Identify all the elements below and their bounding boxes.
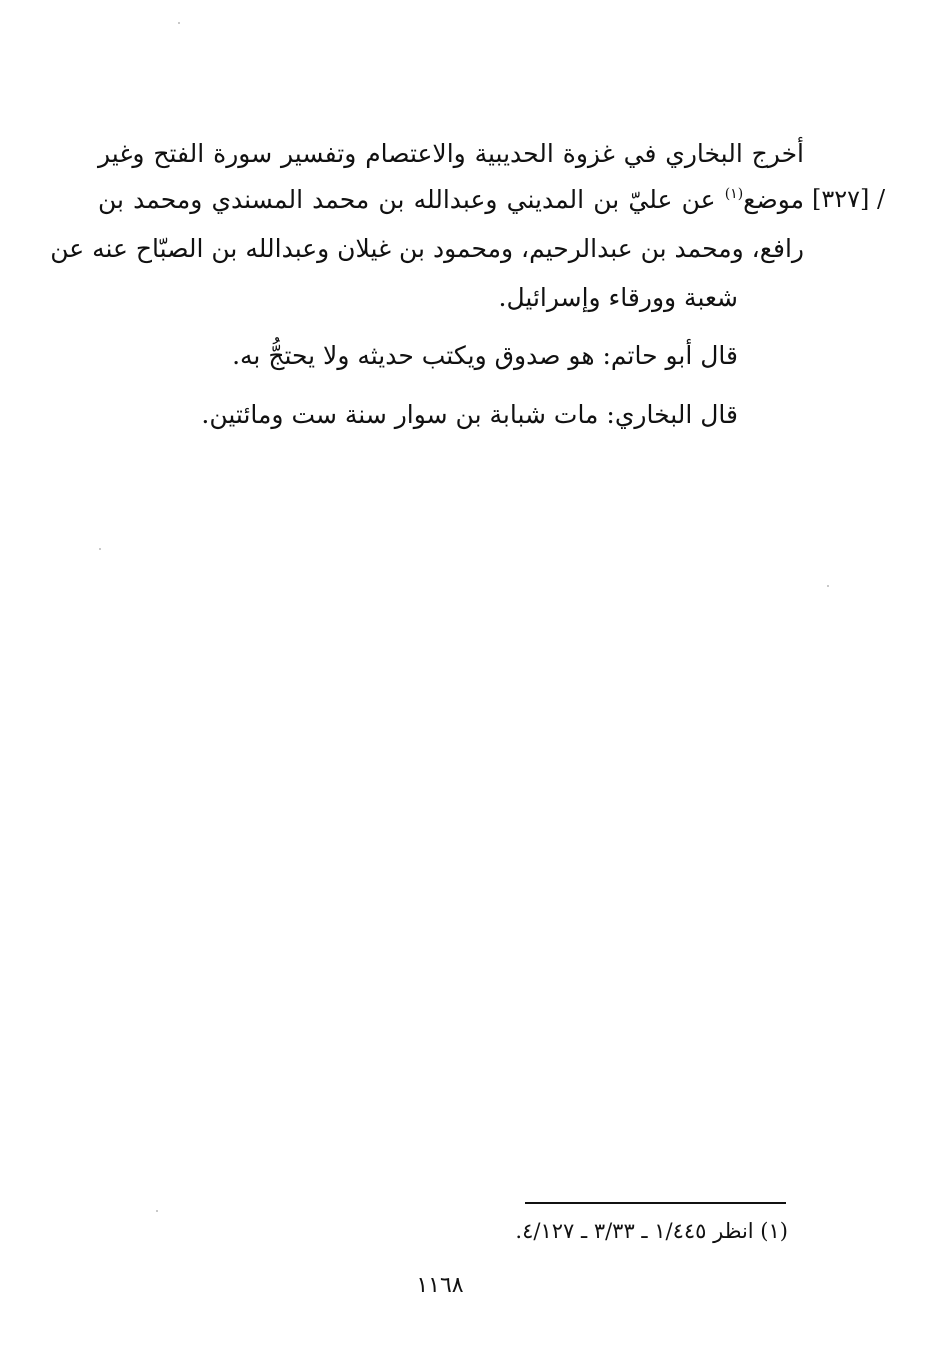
footnote: (١) انظر ١/٤٤٥ ـ ٣/٣٣ ـ ٤/١٢٧. — [515, 1219, 788, 1243]
scan-speck — [178, 22, 180, 24]
body-line-2 — [98, 183, 804, 217]
page-number: ١١٦٨ — [416, 1273, 464, 1298]
body-line-4: شعبة وورقاء وإسرائيل. — [498, 283, 738, 312]
body-line-2-start: موضع — [743, 185, 804, 214]
scan-speck — [99, 548, 101, 550]
scan-speck — [827, 585, 829, 587]
footnote-divider — [525, 1202, 786, 1204]
margin-reference: [٣٢٧] / — [812, 185, 886, 213]
quote-bukhari: قال البخاري: مات شبابة بن سوار سنة ست ومائتين. — [201, 400, 738, 429]
body-line-3: رافع، ومحمد بن عبدالرحيم، ومحمود بن غيلان وعبدالله بن الصبّاح عنه عن — [50, 234, 804, 263]
footnote-marker: (١) — [724, 186, 744, 202]
body-line-2-rest: عن عليّ بن المديني وعبدالله بن محمد المسندي ومحمد بن — [98, 185, 716, 214]
quote-abu-hatim: قال أبو حاتم: هو صدوق ويكتب حديثه ولا يحتجُّ به. — [232, 341, 738, 370]
body-line-1: أخرج البخاري في غزوة الحديبية والاعتصام وتفسير سورة الفتح وغير — [98, 139, 804, 168]
scan-speck — [156, 1210, 158, 1212]
